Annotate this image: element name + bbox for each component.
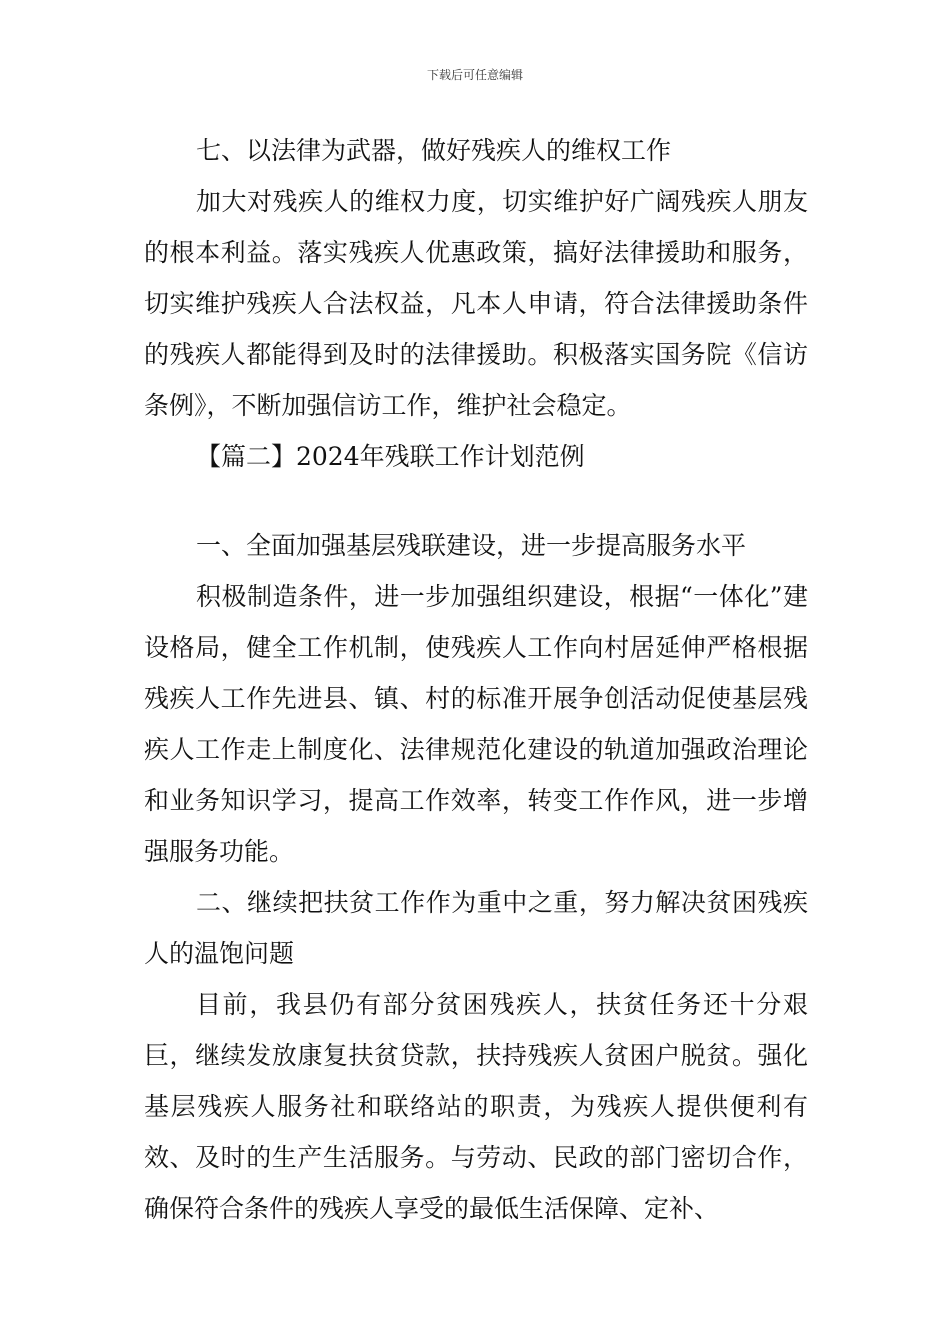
section-heading-two: 二、继续把扶贫工作作为重中之重，努力解决贫困残疾人的温饱问题 xyxy=(144,888,808,968)
article-title-part-two: 【篇二】2024年残联工作计划范例 xyxy=(196,442,585,471)
paragraph-rights-protection: 加大对残疾人的维权力度，切实维护好广阔残疾人朋友的根本利益。落实残疾人优惠政策，搞好法律援助和服务，切实维护残疾人合法权益，凡本人申请，符合法律援助条件的残疾人都能得到及时的法律援助。积极落实国务院《信访条例》，不断加强信访工作，维护社会稳定。 xyxy=(144,187,808,420)
section-heading-seven: 七、以法律为武器，做好残疾人的维权工作 xyxy=(196,136,672,165)
paragraph-poverty-alleviation: 目前，我县仍有部分贫困残疾人，扶贫任务还十分艰巨，继续发放康复扶贫贷款，扶持残疾人贫困户脱贫。强化基层残疾人服务社和联络站的职责，为残疾人提供便利有效、及时的生产生活服务。与劳动、民政的部门密切合作，确保符合条件的残疾人享受的最低生活保障、定补、 xyxy=(144,990,808,1223)
page-header-note: 下载后可任意编辑 xyxy=(426,68,523,82)
paragraph-grassroots-construction: 积极制造条件，进一步加强组织建设，根据“一体化”建设格局，健全工作机制，使残疾人工作向村居延伸严格根据残疾人工作先进县、镇、村的标准开展争创活动促使基层残疾人工作走上制度化、法律规范化建设的轨道加强政治理论和业务知识学习，提高工作效率，转变工作作风，进一步增强服务功能。 xyxy=(144,582,808,866)
document-body xyxy=(144,125,808,1234)
spacer xyxy=(144,482,808,520)
section-heading-one: 一、全面加强基层残联建设，进一步提高服务水平 xyxy=(196,531,747,560)
